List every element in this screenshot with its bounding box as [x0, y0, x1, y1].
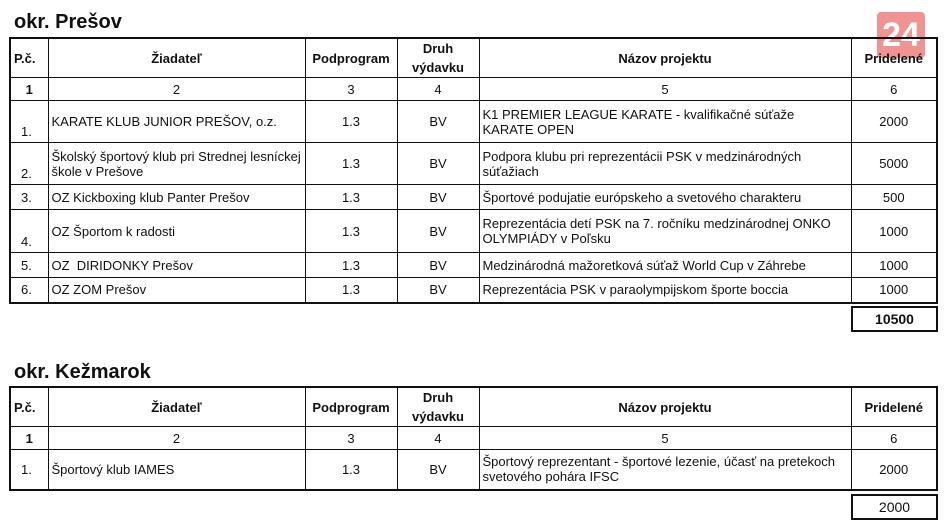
col-header-druh-line1: Druh: [422, 41, 454, 56]
col-number: 4: [397, 78, 479, 101]
row-amount: 1000: [851, 210, 937, 253]
row-expense-type: BV: [397, 143, 479, 185]
col-header-nazov: Názov projektu: [479, 387, 851, 427]
row-applicant: OZ DIRIDONKY Prešov: [48, 253, 305, 278]
row-project: Športový reprezentant - športové lezenie, účasť na pretekoch svetového pohára IFSC: [479, 450, 851, 490]
col-number: 5: [479, 427, 851, 450]
column-number-row: [10, 427, 937, 450]
row-project: Medzinárodná mažoretková súťaž World Cup v Záhrebe: [479, 253, 851, 278]
row-project: Reprezentácia detí PSK na 7. ročníku medzinárodnej ONKO OLYMPIÁDY v Poľsku: [479, 210, 851, 253]
col-number: 2: [48, 427, 305, 450]
table-row: [10, 253, 937, 278]
row-amount: 5000: [851, 143, 937, 185]
table-row: [10, 143, 937, 185]
table-row: [10, 450, 937, 490]
row-expense-type: BV: [397, 450, 479, 490]
col-header-ziadatel: Žiadateľ: [48, 387, 305, 427]
col-header-druh-line2: výdavku: [411, 409, 465, 424]
table-row: [10, 185, 937, 210]
row-applicant: OZ ZOM Prešov: [48, 278, 305, 303]
row-project: Športové podujatie európskeho a svetového charakteru: [479, 185, 851, 210]
row-amount: 2000: [851, 450, 937, 490]
col-number: 3: [305, 78, 397, 101]
table-row: [10, 210, 937, 253]
col-number: 4: [397, 427, 479, 450]
row-applicant: OZ Športom k radosti: [48, 210, 305, 253]
header-row: [10, 38, 937, 78]
col-number: 5: [479, 78, 851, 101]
col-header-druh: [397, 387, 479, 427]
total-amount-presov: 10500: [851, 306, 938, 332]
row-subprogram: 1.3: [305, 253, 397, 278]
col-header-druh: [397, 38, 479, 78]
table-row: [10, 278, 937, 303]
row-expense-type: BV: [397, 185, 479, 210]
region-title-presov: okr. Prešov: [14, 11, 122, 33]
row-applicant: KARATE KLUB JUNIOR PREŠOV, o.z.: [48, 101, 305, 143]
row-applicant: Športový klub IAMES: [48, 450, 305, 490]
row-project: Podpora klubu pri reprezentácii PSK v medzinárodných súťažiach: [479, 143, 851, 185]
col-number: 1: [10, 78, 48, 101]
row-amount: 2000: [851, 101, 937, 143]
row-amount: 1000: [851, 278, 937, 303]
col-number: 1: [10, 427, 48, 450]
row-index: 3.: [10, 185, 48, 210]
grant-table-kezmarok: [9, 386, 938, 491]
row-index: 2.: [10, 143, 48, 185]
col-header-pridelene: Pridelené: [851, 387, 937, 427]
row-subprogram: 1.3: [305, 450, 397, 490]
col-header-ziadatel: Žiadateľ: [48, 38, 305, 78]
col-number: 6: [851, 78, 937, 101]
col-header-pridelene: Pridelené: [851, 38, 937, 78]
row-index: 6.: [10, 278, 48, 303]
row-expense-type: BV: [397, 101, 479, 143]
col-header-pc: P.č.: [10, 38, 48, 78]
total-amount-kezmarok: 2000: [851, 494, 938, 520]
row-expense-type: BV: [397, 210, 479, 253]
col-header-nazov: Názov projektu: [479, 38, 851, 78]
row-expense-type: BV: [397, 253, 479, 278]
row-index: 4.: [10, 210, 48, 253]
row-index: 1.: [10, 450, 48, 490]
row-subprogram: 1.3: [305, 210, 397, 253]
grant-table-presov: [9, 37, 938, 304]
row-index: 1.: [10, 101, 48, 143]
col-number: 3: [305, 427, 397, 450]
row-project: Reprezentácia PSK v paraolympijskom športe boccia: [479, 278, 851, 303]
row-subprogram: 1.3: [305, 185, 397, 210]
row-applicant: Školský športový klub pri Strednej lesníckej škole v Prešove: [48, 143, 305, 185]
row-subprogram: 1.3: [305, 101, 397, 143]
col-number: 2: [48, 78, 305, 101]
col-header-podprogram: Podprogram: [305, 387, 397, 427]
col-header-druh-line2: výdavku: [411, 60, 465, 75]
row-subprogram: 1.3: [305, 278, 397, 303]
column-number-row: [10, 78, 937, 101]
col-header-podprogram: Podprogram: [305, 38, 397, 78]
header-row: [10, 387, 937, 427]
col-number: 6: [851, 427, 937, 450]
row-project: K1 PREMIER LEAGUE KARATE - kvalifikačné súťaže KARATE OPEN: [479, 101, 851, 143]
row-subprogram: 1.3: [305, 143, 397, 185]
row-expense-type: BV: [397, 278, 479, 303]
row-amount: 500: [851, 185, 937, 210]
region-title-kezmarok: okr. Kežmarok: [14, 361, 151, 383]
row-index: 5.: [10, 253, 48, 278]
col-header-pc: P.č.: [10, 387, 48, 427]
table-row: [10, 101, 937, 143]
row-amount: 1000: [851, 253, 937, 278]
col-header-druh-line1: Druh: [422, 390, 454, 405]
row-applicant: OZ Kickboxing klub Panter Prešov: [48, 185, 305, 210]
logo-text: 24: [882, 15, 920, 54]
